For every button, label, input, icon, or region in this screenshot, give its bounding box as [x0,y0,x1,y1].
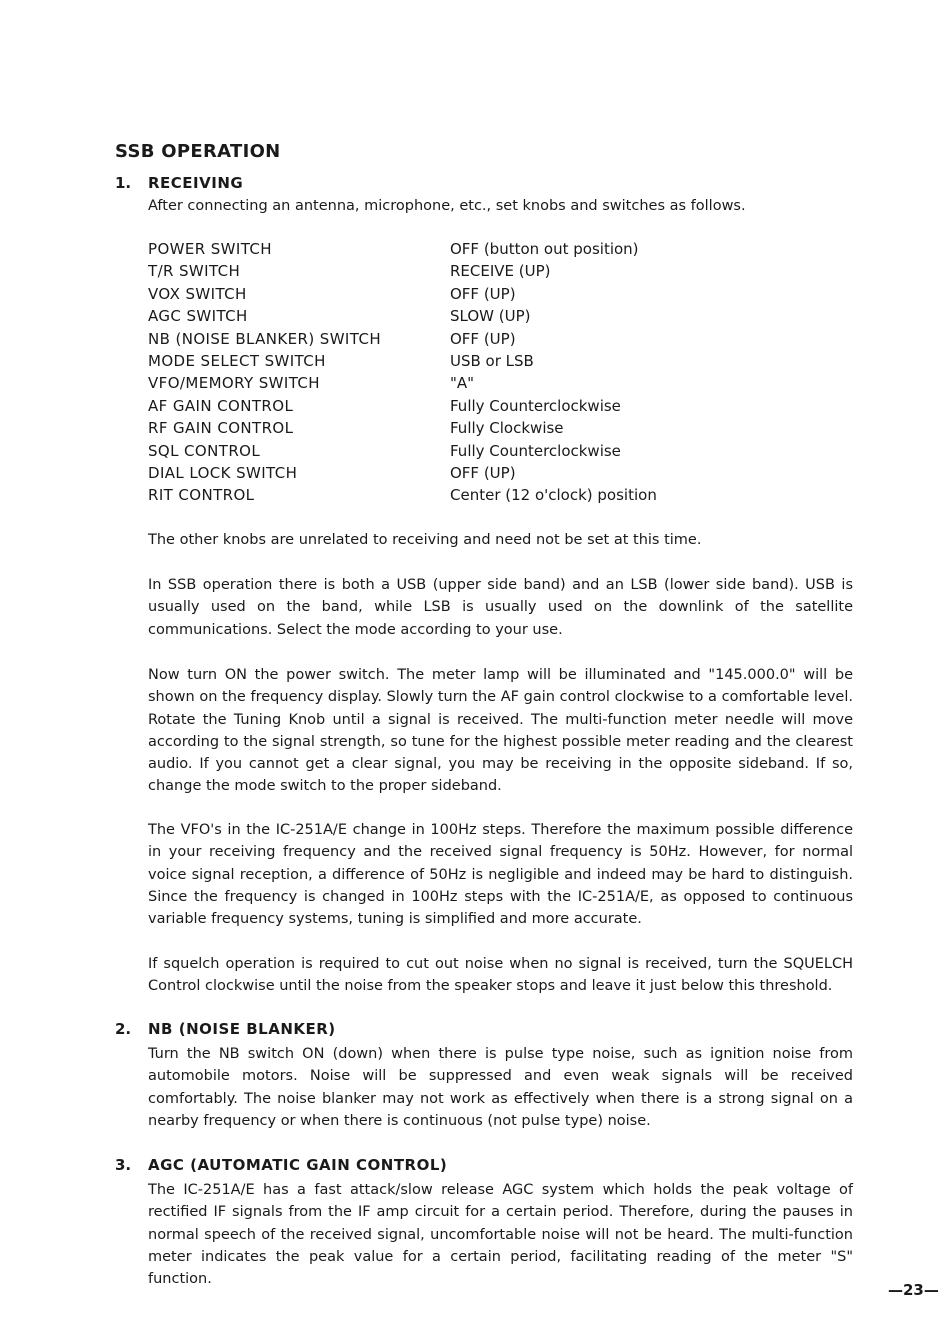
setting-row [148,462,708,484]
setting-row [148,417,708,439]
setting-value: Fully Counterclockwise [450,441,621,460]
setting-row [148,283,708,305]
page-title: SSB OPERATION [115,141,281,162]
receiving-intro: After connecting an antenna, microphone, etc., set knobs and switches as follows. [148,198,746,214]
setting-value: Center (12 o'clock) position [450,486,657,505]
setting-value: USB or LSB [450,351,534,370]
settings-table [148,238,708,507]
paragraph-noise-blanker: Turn the NB switch ON (down) when there is pulse type noise, such as ignition noise from automobile motors. Noise will be suppressed and even weak signals will be received comfortably. The noise blanker may not work as effectively when there is a strong signal on a nearby frequency or when there is continuous (not pulse type) noise. [148,1046,853,1129]
paragraph-vfo-steps: The VFO's in the IC-251A/E change in 100Hz steps. Therefore the maximum possible difference in your receiving frequency and the received signal frequency is 50Hz. However, for normal voice signal reception, a difference of 50Hz is negligible and indeed may be hard to distinguish. Since the frequency is changed in 100Hz steps with the IC-251A/E, as opposed to continuous variable frequency systems, tuning is simplified and more accurate. [148,822,853,928]
setting-name: NB (NOISE BLANKER) SWITCH [148,329,381,348]
section-heading-receiving: RECEIVING [148,174,244,192]
setting-row [148,260,708,282]
section-number-2: 2. [115,1020,132,1038]
setting-value: "A" [450,374,475,393]
setting-row [148,305,708,327]
section-number-1: 1. [115,174,132,192]
page-number: —23— [888,1281,939,1299]
setting-row [148,238,708,260]
setting-row [148,395,708,417]
setting-value: OFF (button out position) [450,240,639,258]
section-heading-agc: AGC (AUTOMATIC GAIN CONTROL) [148,1156,448,1174]
paragraph-agc: The IC-251A/E has a fast attack/slow release AGC system which holds the peak voltage of rectified IF signals from the IF amp circuit for a certain period. Therefore, during the pauses in normal speech of the received signal, uncomfortable noise will not be heard. The multi-function meter indicates the peak value for a certain period, facilitating reading of the meter "S" function. [148,1182,853,1288]
setting-value: SLOW (UP) [450,307,531,326]
setting-name: POWER SWITCH [148,240,272,258]
setting-name: AF GAIN CONTROL [148,396,294,415]
paragraph-power-on: Now turn ON the power switch. The meter lamp will be illuminated and "145.000.0" will be shown on the frequency display. Slowly turn the AF gain control clockwise to a comfortable level. Rotate the Tuning Knob until a signal is received. The multi-function meter needle will move according to the signal strength, so tune for the highest possible meter reading and the clearest audio. If you cannot get a clear signal, you may be receiving in the opposite sideband. If so, change the mode switch to the proper sideband. [148,667,853,795]
setting-name: AGC SWITCH [148,307,248,326]
setting-row [148,440,708,462]
setting-row [148,484,708,506]
setting-value: Fully Counterclockwise [450,396,621,415]
setting-value: RECEIVE (UP) [450,262,551,281]
setting-name: MODE SELECT SWITCH [148,351,326,370]
setting-name: DIAL LOCK SWITCH [148,463,298,482]
section-heading-noise-blanker: NB (NOISE BLANKER) [148,1020,336,1038]
setting-name: T/R SWITCH [148,262,241,281]
setting-row [148,350,708,372]
setting-value: OFF (UP) [450,329,516,348]
setting-row [148,372,708,394]
setting-name: RIT CONTROL [148,486,255,505]
setting-value: OFF (UP) [450,463,516,482]
setting-value: OFF (UP) [450,284,516,303]
setting-name: RF GAIN CONTROL [148,419,294,438]
setting-value: Fully Clockwise [450,419,564,438]
section-number-3: 3. [115,1156,132,1174]
paragraph-squelch: If squelch operation is required to cut out noise when no signal is received, turn the SQUELCH Control clockwise until the noise from the speaker stops and leave it just below this threshold. [148,956,853,995]
paragraph-usb-lsb: In SSB operation there is both a USB (upper side band) and an LSB (lower side band). USB is usually used on the band, while LSB is usually used on the downlink of the satellite communications. Select the mode according to your use. [148,577,853,638]
setting-name: VFO/MEMORY SWITCH [148,374,320,393]
paragraph-other-knobs: The other knobs are unrelated to receiving and need not be set at this time. [148,532,702,548]
setting-name: VOX SWITCH [148,284,247,303]
setting-row [148,328,708,350]
setting-name: SQL CONTROL [148,441,261,460]
